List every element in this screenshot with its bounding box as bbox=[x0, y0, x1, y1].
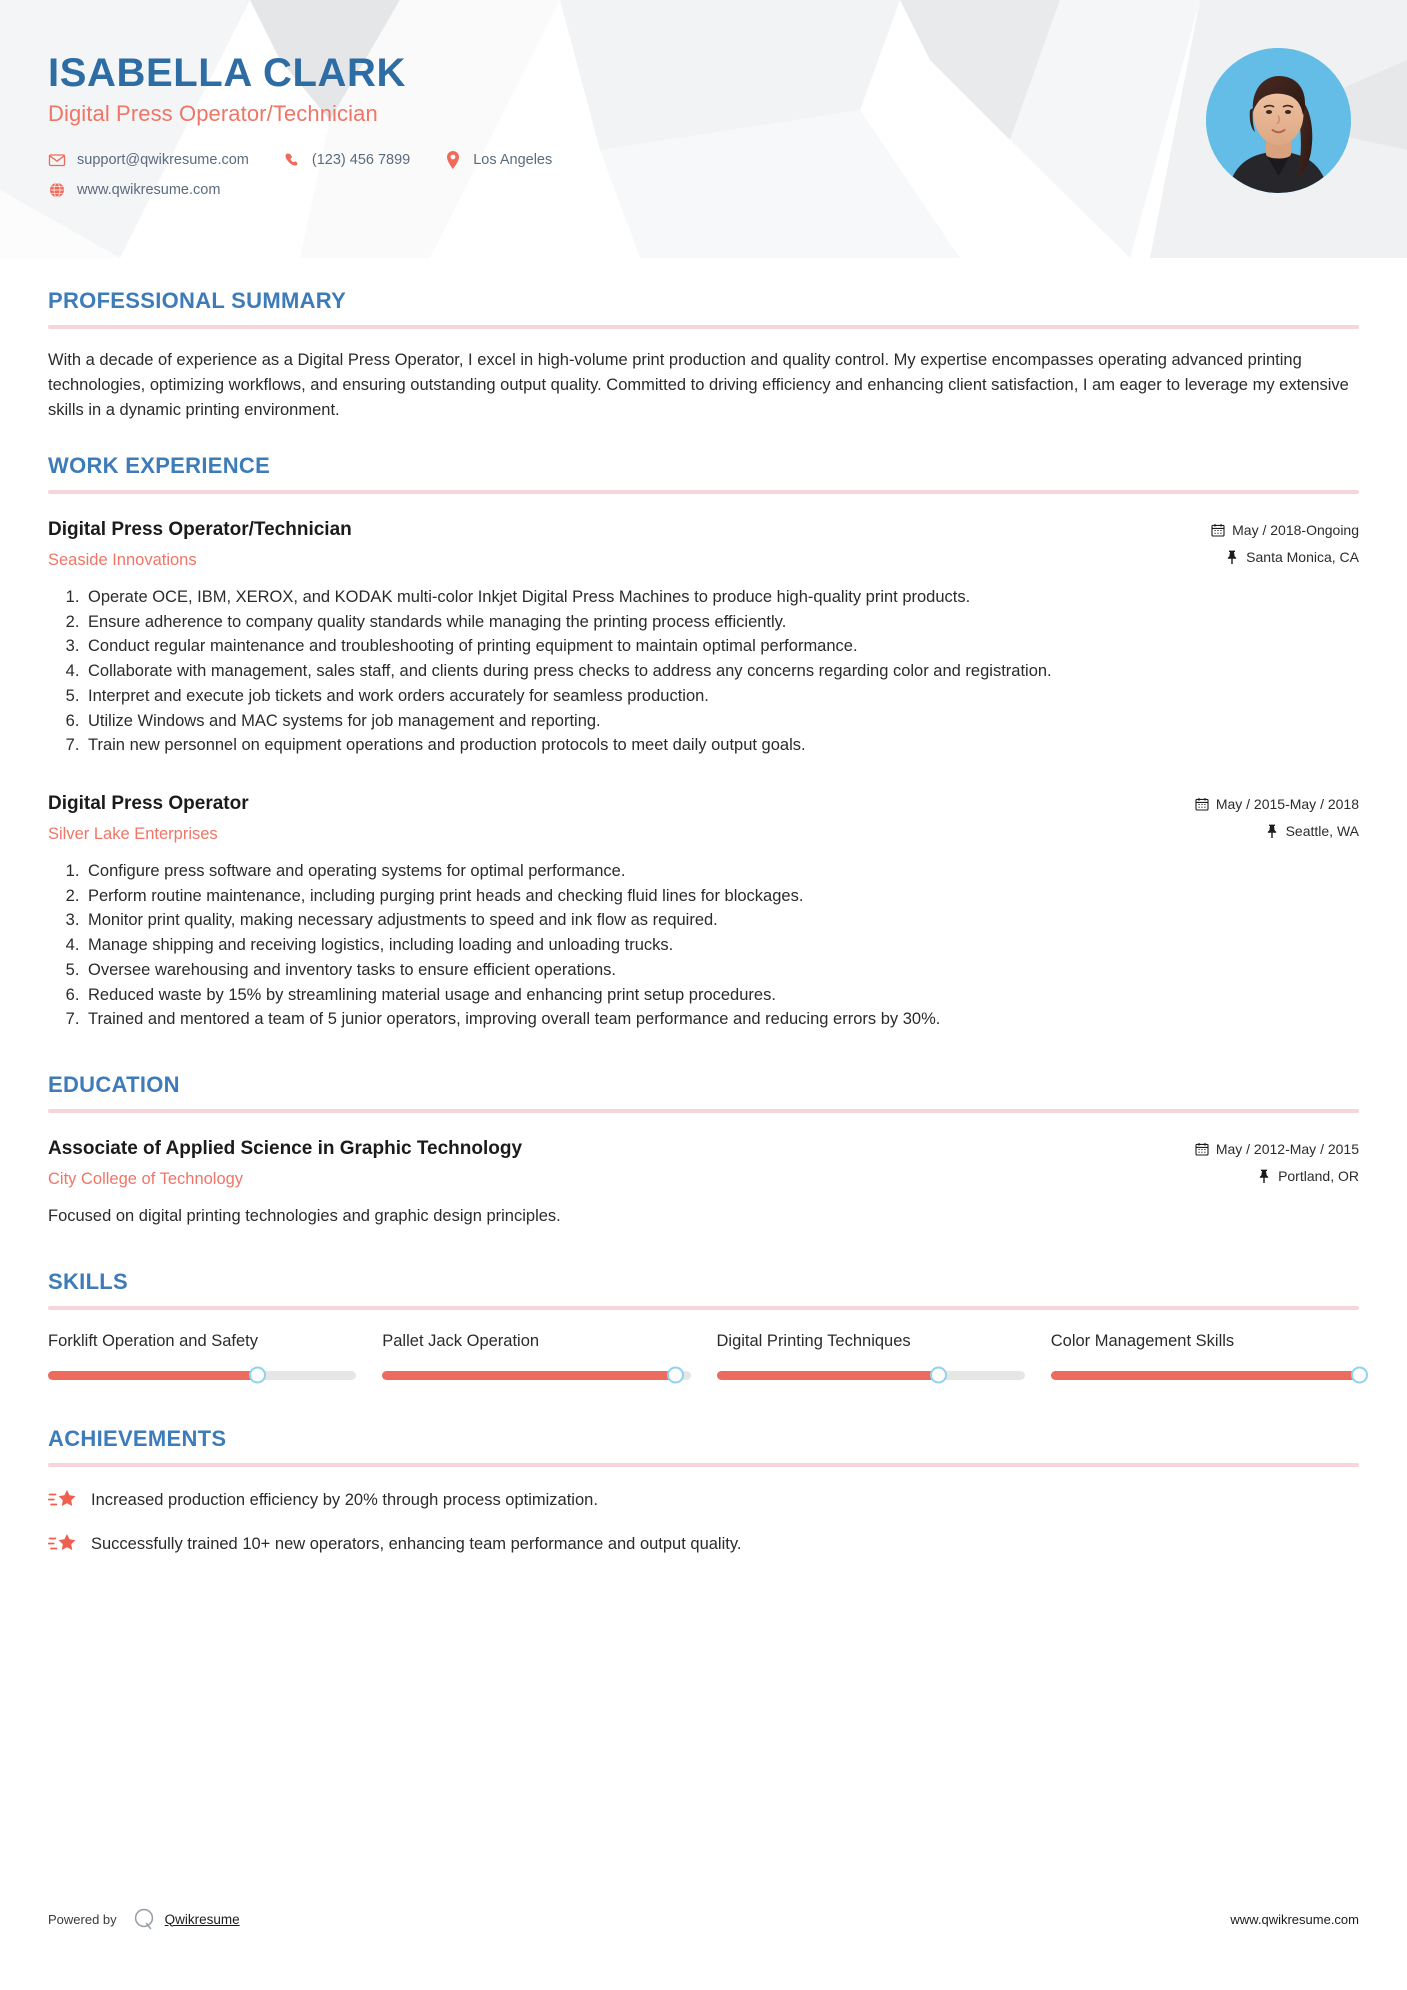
section-divider bbox=[48, 1306, 1359, 1310]
skill-label: Forklift Operation and Safety bbox=[48, 1331, 259, 1350]
globe-icon bbox=[48, 181, 66, 199]
education-entry-meta bbox=[1195, 1137, 1359, 1184]
skill-label: Pallet Jack Operation bbox=[382, 1331, 540, 1350]
section-title-skills: SKILLS bbox=[48, 1268, 129, 1294]
bullet: 5. Interpret and execute job tickets and work orders accurately for seamless production. bbox=[84, 684, 1359, 709]
section-skills bbox=[48, 1269, 1359, 1380]
email-icon bbox=[48, 151, 66, 169]
footer-powered-by bbox=[48, 1906, 240, 1932]
experience-entry-left bbox=[48, 792, 1195, 844]
experience-entry-header bbox=[48, 518, 1359, 570]
bullet: 4. Collaborate with management, sales staff, and clients during press checks to address any concerns regarding color and registration. bbox=[84, 659, 1359, 684]
bullet: 7. Trained and mentored a team of 5 junior operators, improving overall team performance and reducing errors by 30%. bbox=[84, 1007, 1359, 1032]
contact-email[interactable] bbox=[48, 151, 249, 169]
contact-location bbox=[444, 151, 552, 169]
bullet: 6. Utilize Windows and MAC systems for job management and reporting. bbox=[84, 709, 1359, 734]
contact-row-secondary bbox=[48, 181, 1359, 199]
contact-website-text: www.qwikresume.com bbox=[77, 182, 221, 199]
resume-header bbox=[0, 0, 1407, 258]
achievements-list bbox=[48, 1487, 1359, 1557]
section-work-experience bbox=[48, 453, 1359, 1032]
experience-entry-header bbox=[48, 792, 1359, 844]
skill-bar-knob[interactable] bbox=[249, 1367, 266, 1384]
calendar-icon bbox=[1195, 1142, 1209, 1156]
skill-item bbox=[48, 1332, 356, 1380]
education-location-text: Portland, OR bbox=[1278, 1168, 1359, 1185]
experience-entry-left bbox=[48, 518, 1211, 570]
skill-bar-fill bbox=[717, 1371, 939, 1380]
education-school: City College of Technology bbox=[48, 1169, 244, 1188]
calendar-icon bbox=[1195, 797, 1209, 811]
education-description: Focused on digital printing technologies and graphic design principles. bbox=[48, 1206, 561, 1225]
section-achievements bbox=[48, 1426, 1359, 1557]
contact-location-text: Los Angeles bbox=[473, 152, 553, 169]
pushpin-icon bbox=[1257, 1169, 1271, 1183]
experience-location-text: Santa Monica, CA bbox=[1246, 549, 1359, 566]
shooting-star-icon bbox=[48, 1531, 78, 1557]
bullet: 3. Monitor print quality, making necessary adjustments to speed and ink flow as required. bbox=[84, 908, 1359, 933]
section-title-education: EDUCATION bbox=[48, 1072, 180, 1098]
education-location bbox=[1195, 1168, 1359, 1184]
bullet: 1. Operate OCE, IBM, XEROX, and KODAK multi-color Inkjet Digital Press Machines to produce high-quality print products. bbox=[84, 585, 1359, 610]
skill-bar-track bbox=[48, 1371, 356, 1380]
experience-location-text: Seattle, WA bbox=[1285, 823, 1359, 840]
bullet: 2. Perform routine maintenance, including purging print heads and checking fluid lines for blockages. bbox=[84, 884, 1359, 909]
bullet: 6. Reduced waste by 15% by streamlining material usage and enhancing print setup procedures. bbox=[84, 983, 1359, 1008]
experience-date-text: May / 2018-Ongoing bbox=[1232, 522, 1359, 539]
education-date-text: May / 2012-May / 2015 bbox=[1215, 1141, 1359, 1158]
experience-role: Digital Press Operator/Technician bbox=[48, 519, 352, 541]
skill-bar-track bbox=[1051, 1371, 1359, 1380]
experience-date bbox=[1195, 796, 1359, 812]
achievement-text: Increased production efficiency by 20% through process optimization. bbox=[91, 1490, 598, 1509]
bullet: 7. Train new personnel on equipment operations and production protocols to meet daily output goals. bbox=[84, 733, 1359, 758]
section-title-achievements: ACHIEVEMENTS bbox=[48, 1425, 227, 1451]
avatar bbox=[1206, 48, 1351, 193]
skill-item bbox=[1051, 1332, 1359, 1380]
experience-date bbox=[1211, 522, 1359, 538]
footer-website[interactable]: www.qwikresume.com bbox=[1230, 1911, 1359, 1927]
experience-location bbox=[1211, 549, 1359, 565]
resume-body bbox=[0, 288, 1407, 1557]
footer-brand-link[interactable]: Qwikresume bbox=[164, 1911, 240, 1927]
job-title: Digital Press Operator/Technician bbox=[48, 101, 378, 127]
summary-text: With a decade of experience as a Digital Press Operator, I excel in high-volume print production and quality control. My expertise encompasses operating advanced printing technologies, optimizing workflows, and ensuring outstanding output quality. Committed to driving efficiency and enhancing client satisfaction, I am eager to leverage my extensive skills in a dynamic printing environment. bbox=[48, 351, 1349, 420]
bullet: 1. Configure press software and operating systems for optimal performance. bbox=[84, 859, 1359, 884]
contact-row-primary bbox=[48, 151, 1359, 169]
location-pin-icon bbox=[444, 151, 462, 169]
education-degree: Associate of Applied Science in Graphic Technology bbox=[48, 1138, 523, 1160]
phone-icon bbox=[283, 151, 301, 169]
skill-bar-knob[interactable] bbox=[1351, 1367, 1368, 1384]
experience-company: Silver Lake Enterprises bbox=[48, 824, 218, 843]
education-entry bbox=[48, 1137, 1359, 1229]
skill-item bbox=[717, 1332, 1025, 1380]
qwikresume-logo-icon bbox=[131, 1906, 157, 1932]
page-footer bbox=[48, 1906, 1359, 1932]
experience-role: Digital Press Operator bbox=[48, 793, 249, 815]
section-divider bbox=[48, 490, 1359, 494]
skill-bar-fill bbox=[1051, 1371, 1359, 1380]
experience-entry bbox=[48, 792, 1359, 1032]
footer-powered-by-label: Powered by bbox=[48, 1911, 117, 1927]
section-title-work-experience: WORK EXPERIENCE bbox=[48, 453, 271, 479]
experience-date-text: May / 2015-May / 2018 bbox=[1215, 796, 1359, 813]
section-divider bbox=[48, 325, 1359, 329]
section-divider bbox=[48, 1463, 1359, 1467]
section-divider bbox=[48, 1109, 1359, 1113]
skill-bar-knob[interactable] bbox=[930, 1367, 947, 1384]
contact-email-text: support@qwikresume.com bbox=[77, 152, 249, 169]
contact-phone-text: (123) 456 7899 bbox=[311, 152, 411, 169]
skills-grid bbox=[48, 1332, 1359, 1380]
section-title-summary: PROFESSIONAL SUMMARY bbox=[48, 288, 347, 313]
experience-entry-meta bbox=[1195, 792, 1359, 839]
education-entry-header bbox=[48, 1137, 1359, 1189]
bullet: 4. Manage shipping and receiving logistics, including loading and unloading trucks. bbox=[84, 933, 1359, 958]
contact-website[interactable] bbox=[48, 181, 220, 199]
skill-label: Color Management Skills bbox=[1050, 1331, 1235, 1350]
page-title: ISABELLA CLARK bbox=[48, 51, 407, 95]
skill-bar-fill bbox=[382, 1371, 675, 1380]
bullet: 5. Oversee warehousing and inventory tasks to ensure efficient operations. bbox=[84, 958, 1359, 983]
achievement-item bbox=[48, 1487, 1359, 1513]
experience-bullets bbox=[48, 585, 1359, 758]
pushpin-icon bbox=[1225, 550, 1239, 564]
skill-label: Digital Printing Techniques bbox=[716, 1331, 911, 1350]
pushpin-icon bbox=[1265, 824, 1279, 838]
experience-entry bbox=[48, 518, 1359, 758]
education-entry-left bbox=[48, 1137, 1195, 1189]
achievement-text: Successfully trained 10+ new operators, enhancing team performance and output quality. bbox=[91, 1534, 742, 1553]
contact-phone[interactable] bbox=[283, 151, 410, 169]
shooting-star-icon bbox=[48, 1487, 78, 1513]
skill-item bbox=[382, 1332, 690, 1380]
avatar-photo bbox=[1206, 48, 1351, 193]
skill-bar-track bbox=[382, 1371, 690, 1380]
experience-entry-meta bbox=[1211, 518, 1359, 565]
bullet: 3. Conduct regular maintenance and troubleshooting of printing equipment to maintain optimal performance. bbox=[84, 634, 1359, 659]
experience-company: Seaside Innovations bbox=[48, 550, 197, 569]
experience-location bbox=[1195, 823, 1359, 839]
bullet: 2. Ensure adherence to company quality standards while managing the printing process efficiently. bbox=[84, 610, 1359, 635]
education-date bbox=[1195, 1141, 1359, 1157]
skill-bar-track bbox=[717, 1371, 1025, 1380]
calendar-icon bbox=[1211, 523, 1225, 537]
skill-bar-knob[interactable] bbox=[667, 1367, 684, 1384]
experience-bullets bbox=[48, 859, 1359, 1032]
section-education bbox=[48, 1072, 1359, 1229]
skill-bar-fill bbox=[48, 1371, 258, 1380]
section-professional-summary bbox=[48, 288, 1359, 423]
achievement-item bbox=[48, 1531, 1359, 1557]
